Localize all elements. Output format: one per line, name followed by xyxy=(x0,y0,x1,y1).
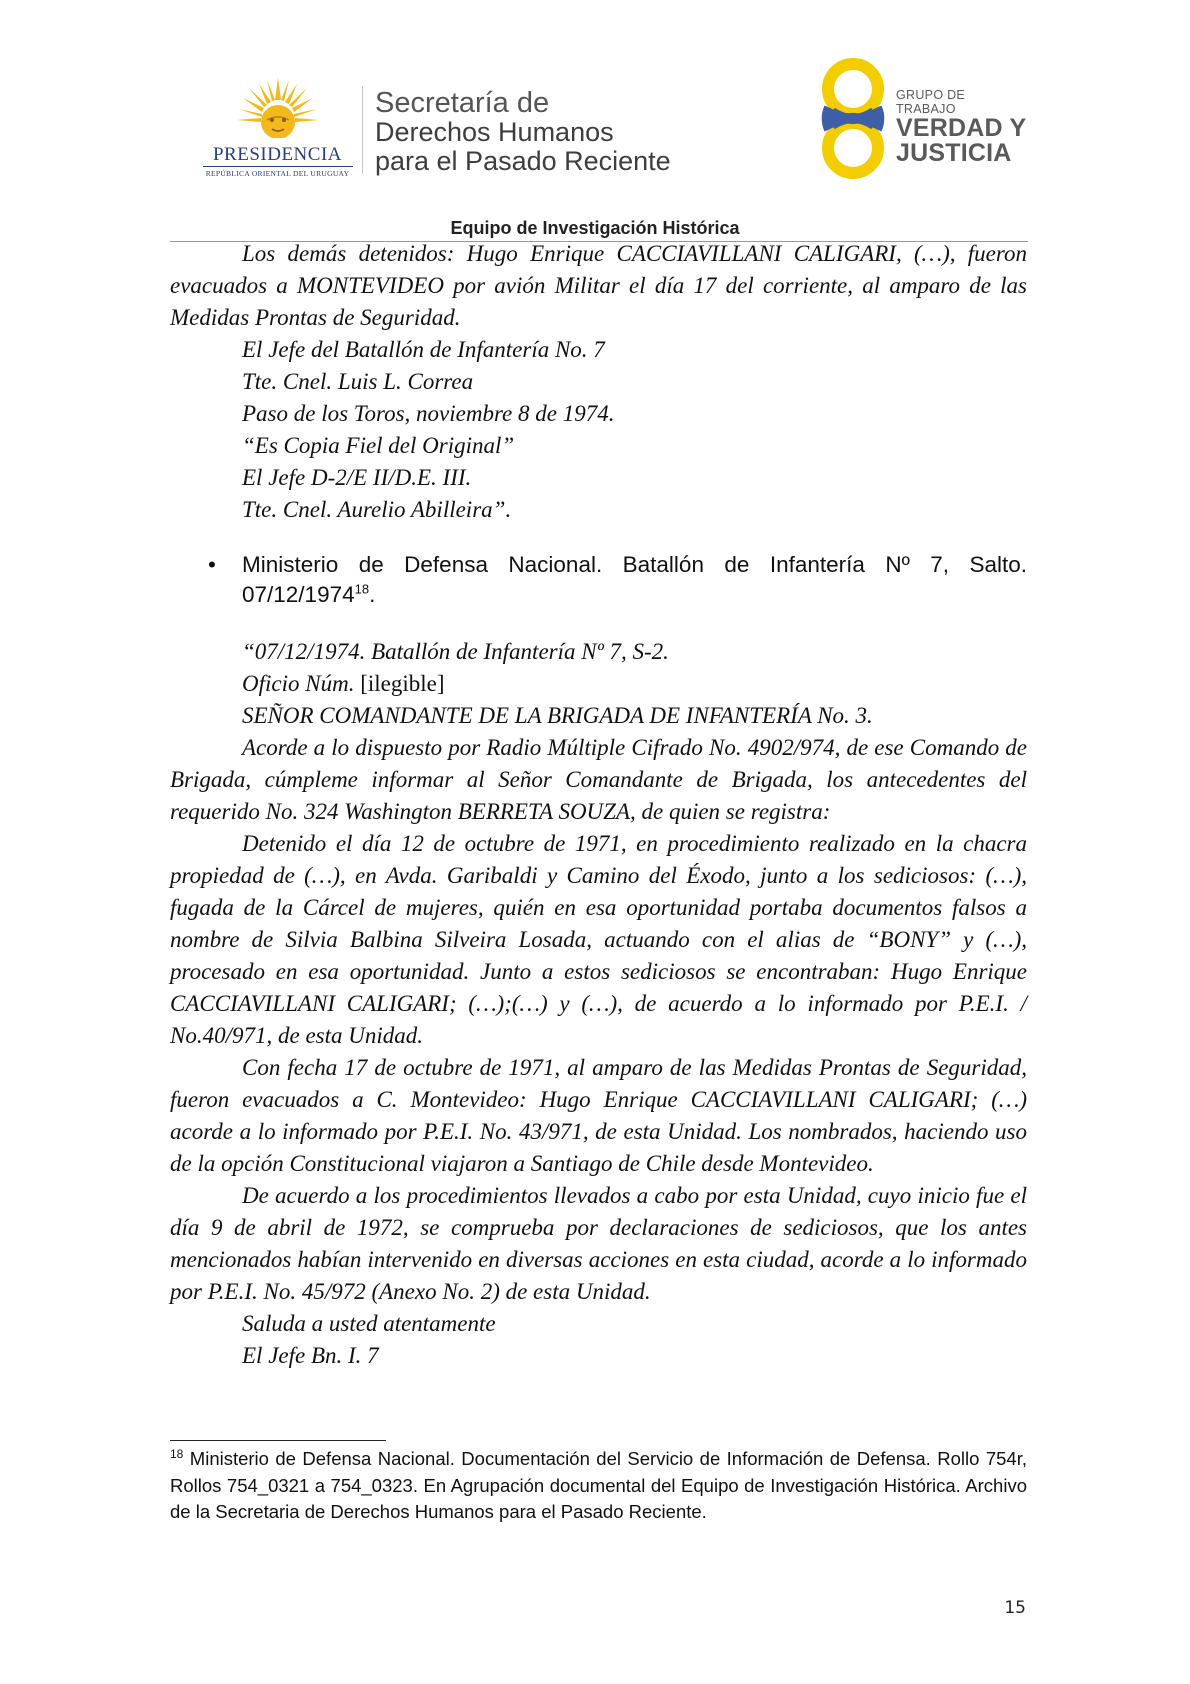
footnote-rule xyxy=(170,1440,386,1441)
footnote-number: 18 xyxy=(170,1446,184,1461)
grupo-line-1: GRUPO DE TRABAJO xyxy=(896,88,966,116)
presidencia-subtitle: REPÚBLICA ORIENTAL DEL URUGUAY xyxy=(205,169,350,178)
bullet-end: . xyxy=(369,582,376,607)
paragraph-con-fecha: Con fecha 17 de octubre de 1971, al amparo de las Medidas Prontas de Seguridad, fueron evacuados a C. Montevideo: Hugo Enrique CACCIAVILLANI CALIGARI; (…) acorde a lo informado por P.E.I. No. 43/971, de esta Unidad. Los nombrados, haciendo uso de la opción Constitucional viajaron a Santiago de Chile desde Montevideo. xyxy=(170,1055,1027,1176)
footnote-ref[interactable]: 18 xyxy=(354,581,370,597)
presidencia-divider xyxy=(203,166,353,167)
page-number: 15 xyxy=(1004,1598,1026,1618)
oficio-line xyxy=(170,668,1027,700)
linked-rings-icon xyxy=(818,56,888,181)
secretaria-line-2: Derechos Humanos xyxy=(375,117,614,147)
bullet-text: Ministerio de Defensa Nacional. Batallón de Infantería Nº 7, Salto. 07/12/1974 xyxy=(242,552,1027,607)
closing-line: El Jefe Bn. I. 7 xyxy=(242,1343,379,1368)
page-header xyxy=(0,0,1190,238)
signature-line: “Es Copia Fiel del Original” xyxy=(242,433,515,458)
bullet-item xyxy=(170,550,1027,610)
secretaria-line-3: para el Pasado Reciente xyxy=(375,146,671,176)
presidencia-logo xyxy=(195,78,360,178)
grupo-trabajo-logo xyxy=(818,56,1028,181)
team-heading: Equipo de Investigación Histórica xyxy=(450,218,740,238)
grupo-line-2: VERDAD Y xyxy=(896,114,1027,142)
document-date-line: “07/12/1974. Batallón de Infantería Nº 7, S-2. xyxy=(242,639,669,664)
grupo-trabajo-text xyxy=(896,88,1028,166)
signature-line: El Jefe del Batallón de Infantería No. 7 xyxy=(242,337,605,362)
bullet-icon: • xyxy=(208,552,216,577)
footnote xyxy=(170,1446,1027,1526)
signature-line: Tte. Cnel. Aurelio Abilleira”. xyxy=(242,497,512,522)
logo-divider xyxy=(362,86,363,174)
signature-line: El Jefe D-2/E II/D.E. III. xyxy=(242,465,472,490)
signature-line: Tte. Cnel. Luis L. Correa xyxy=(242,369,474,394)
grupo-line-3: JUSTICIA xyxy=(896,139,1012,167)
recipient-line: SEÑOR COMANDANTE DE LA BRIGADA DE INFANTERÍA No. 3. xyxy=(242,703,873,728)
footnote-text: Ministerio de Defensa Nacional. Documentación del Servicio de Información de Defensa. Rollo 754r, Rollos 754_0321 a 754_0323. En Agrupación documental del Equipo de Investigación Histórica. Archivo de la Secretaria de Derechos Humanos para el Pasado Reciente. xyxy=(170,1448,1027,1522)
sun-emblem-icon xyxy=(237,78,319,144)
oficio-value: [ilegible] xyxy=(360,671,445,696)
presidencia-name: PRESIDENCIA xyxy=(212,144,342,165)
paragraph-detenido: Detenido el día 12 de octubre de 1971, en procedimiento realizado en la chacra propiedad de (…), en Avda. Garibaldi y Camino del Éxodo, junto a los sediciosos: (…), fugada de la Cárcel de mujeres, quién en esa oportunidad portaba documentos falsos a nombre de Silvia Balbina Silveira Losada, actuando con el alias de “BONY” y (…), procesado en esa oportunidad. Junto a estos sediciosos se encontraban: Hugo Enrique CACCIAVILLANI CALIGARI; (…);(…) y (…), de acuerdo a lo informado por P.E.I. / No.40/971, de esta Unidad. xyxy=(170,831,1027,1048)
paragraph-acorde: Acorde a lo dispuesto por Radio Múltiple Cifrado No. 4902/974, de ese Comando de Brigada, cúmpleme informar al Señor Comandante de Brigada, los antecedentes del requerido No. 324 Washington BERRETA SOUZA, de quien se registra: xyxy=(170,735,1027,824)
secretaria-logo-text xyxy=(375,88,671,176)
paragraph-detenidos: Los demás detenidos: Hugo Enrique CACCIAVILLANI CALIGARI, (…), fueron evacuados a MONTEVIDEO por avión Militar el día 17 del corriente, al amparo de las Medidas Prontas de Seguridad. xyxy=(170,241,1027,330)
secretaria-line-1: Secretaría de xyxy=(375,87,550,119)
paragraph-procedimientos: De acuerdo a los procedimientos llevados a cabo por esta Unidad, cuyo inicio fue el día 9 de abril de 1972, se comprueba por declaraciones de sediciosos, que los antes mencionados habían intervenido en diversas acciones en esta ciudad, acorde a lo informado por P.E.I. No. 45/972 (Anexo No. 2) de esta Unidad. xyxy=(170,1183,1027,1304)
closing-line: Saluda a usted atentamente xyxy=(242,1311,496,1336)
oficio-label: Oficio Núm. xyxy=(242,671,355,696)
document-body xyxy=(170,238,1027,1372)
signature-line: Paso de los Toros, noviembre 8 de 1974. xyxy=(242,401,615,426)
